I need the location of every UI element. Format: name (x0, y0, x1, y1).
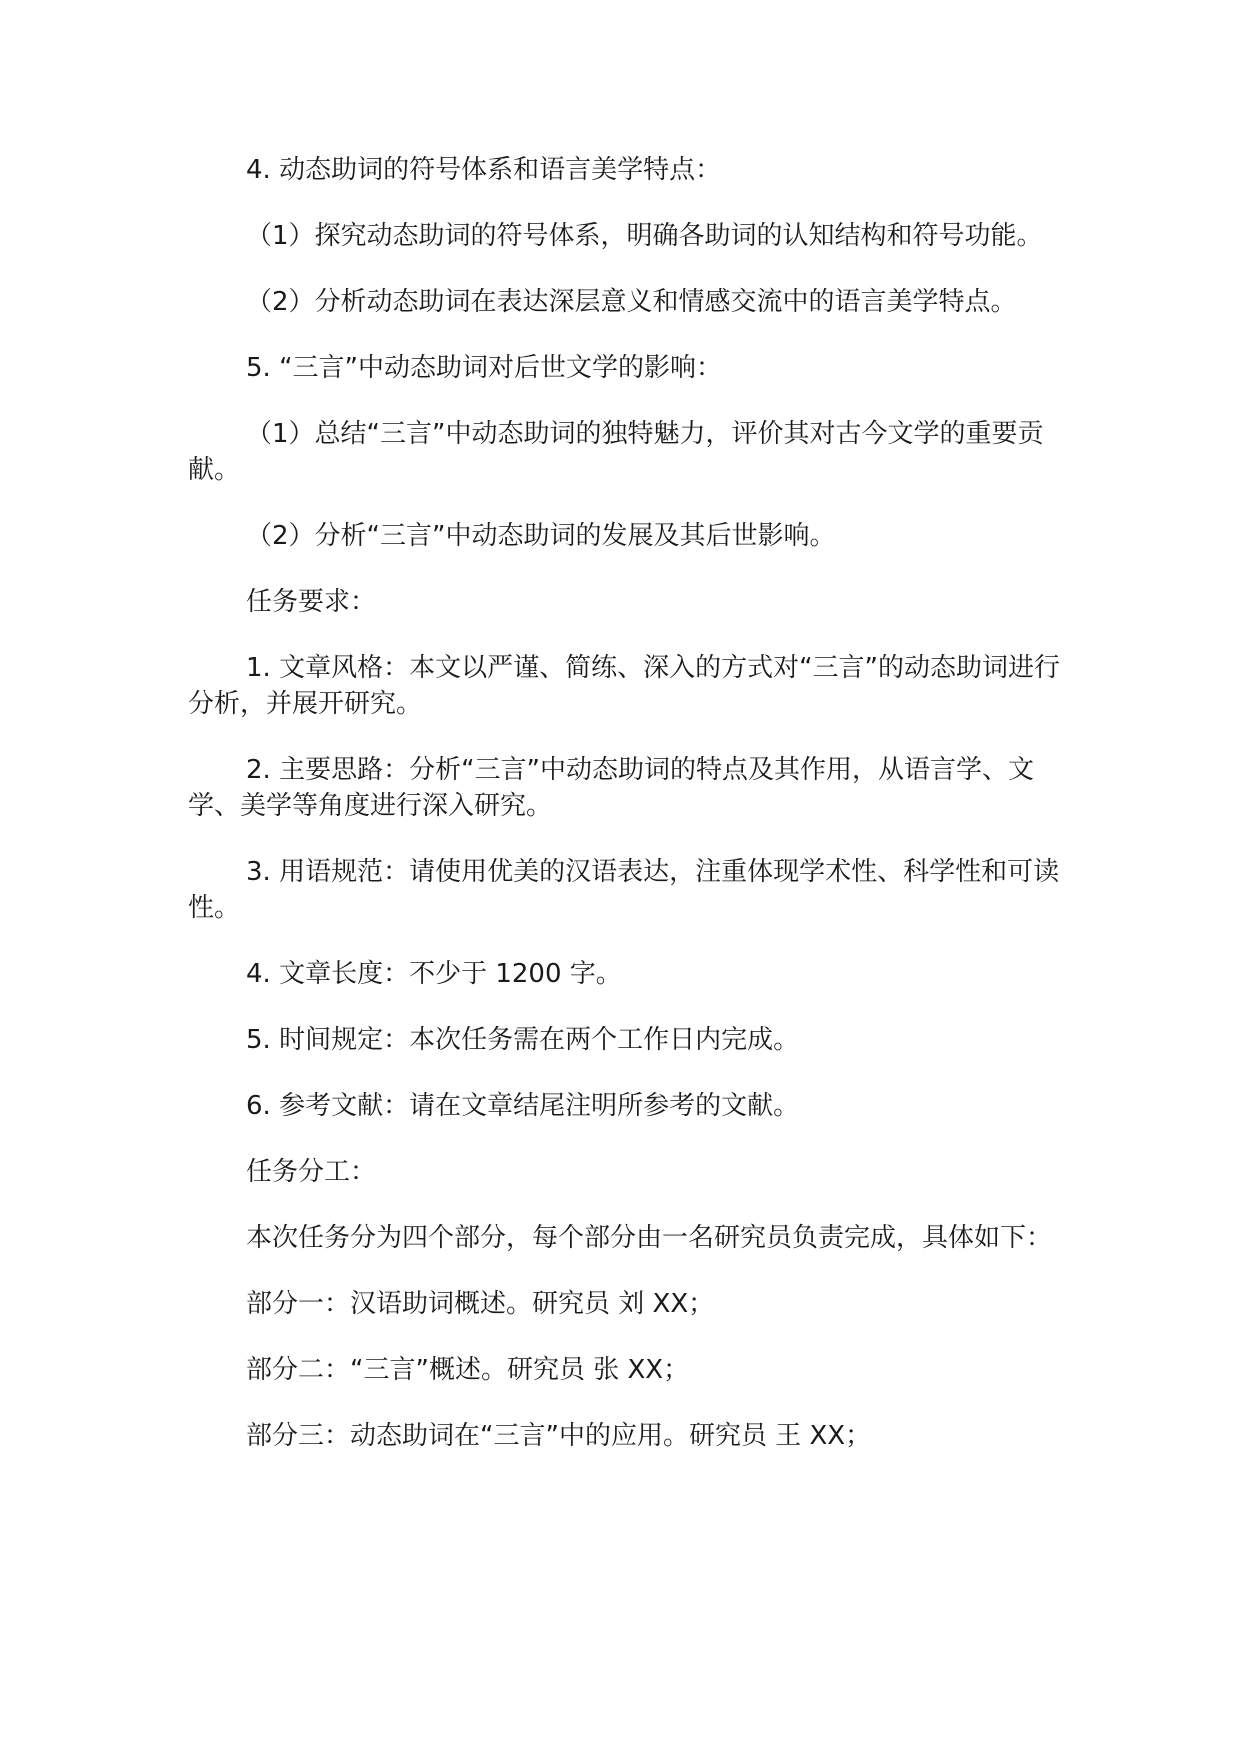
requirement-approach: 2. 主要思路：分析“三言”中动态助词的特点及其作用，从语言学、文学、美学等角度进行深入研究。 (188, 755, 1035, 821)
requirement-language: 3. 用语规范：请使用优美的汉语表达，注重体现学术性、科学性和可读性。 (188, 857, 1060, 923)
requirement-deadline: 5. 时间规定：本次任务需在两个工作日内完成。 (246, 1025, 800, 1055)
list-item: （2）分析“三言”中动态助词的发展及其后世影响。 (246, 521, 836, 551)
division-part-one: 部分一：汉语助词概述。研究员 刘 XX； (246, 1289, 715, 1319)
document-body (188, 152, 1068, 1454)
section-heading-requirements: 任务要求： (246, 587, 377, 617)
section-heading-influence: 5. “三言”中动态助词对后世文学的影响： (246, 353, 723, 383)
requirement-length: 4. 文章长度：不少于 1200 字。 (246, 959, 622, 989)
division-intro: 本次任务分为四个部分，每个部分由一名研究员负责完成，具体如下： (246, 1223, 1053, 1253)
requirement-style: 1. 文章风格：本文以严谨、简练、深入的方式对“三言”的动态助词进行分析，并展开研究。 (188, 653, 1061, 719)
list-item: （2）分析动态助词在表达深层意义和情感交流中的语言美学特点。 (246, 287, 1017, 317)
list-item: （1）探究动态助词的符号体系，明确各助词的认知结构和符号功能。 (246, 221, 1043, 251)
division-part-three: 部分三：动态助词在“三言”中的应用。研究员 王 XX； (246, 1421, 872, 1451)
section-heading-division: 任务分工： (246, 1157, 377, 1187)
requirement-references: 6. 参考文献：请在文章结尾注明所参考的文献。 (246, 1091, 800, 1121)
list-item: （1）总结“三言”中动态助词的独特魅力，评价其对古今文学的重要贡献。 (188, 419, 1044, 485)
section-heading-symbol-system: 4. 动态助词的符号体系和语言美学特点： (246, 155, 722, 185)
division-part-two: 部分二：“三言”概述。研究员 张 XX； (246, 1355, 690, 1385)
